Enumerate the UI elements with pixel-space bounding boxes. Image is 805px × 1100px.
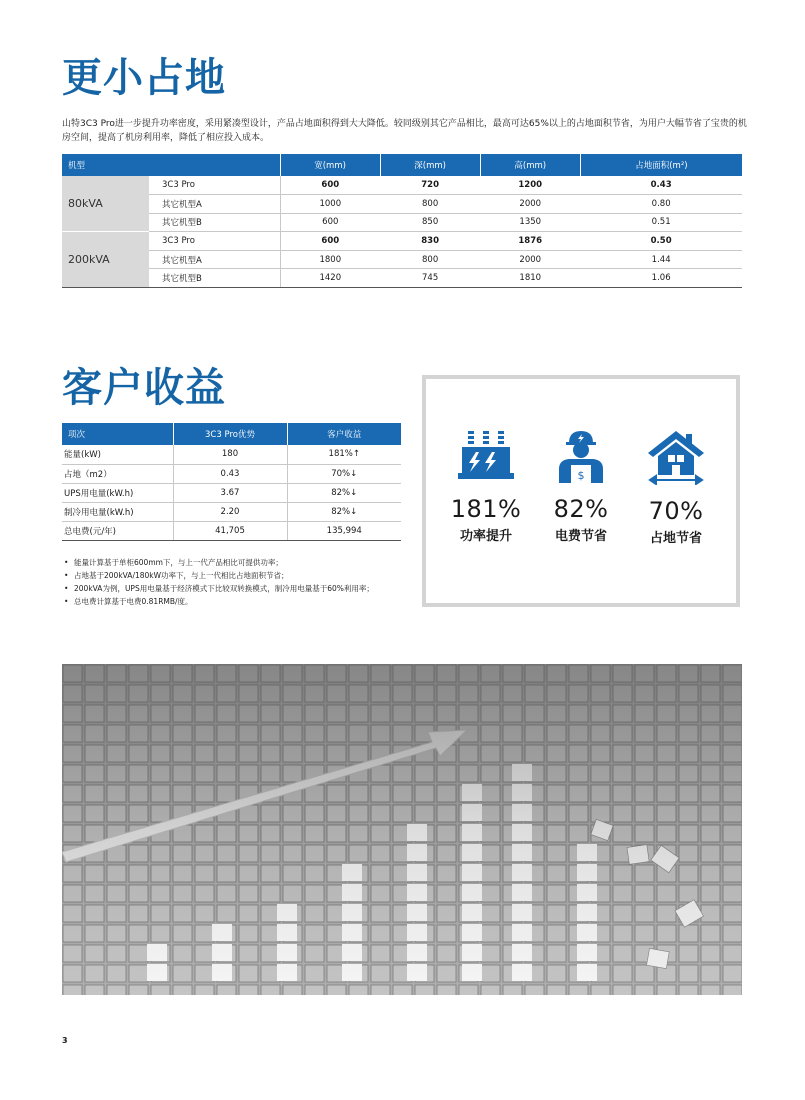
depth-value: 800 — [380, 195, 480, 214]
area-value: 0.50 — [580, 232, 742, 251]
area-value: 0.43 — [580, 176, 742, 195]
dimension-table — [62, 154, 742, 288]
benefit-value: 82%↓ — [287, 503, 401, 522]
area-value: 1.06 — [580, 269, 742, 288]
col-header-advantage: 3C3 Pro优势 — [173, 423, 287, 445]
footnote-item: • 200kVA为例，UPS用电量基于经济模式下比较双转换模式，制冷用电量基于60%利用率； — [64, 583, 404, 594]
benefit-value: 70%↓ — [287, 464, 401, 483]
height-value: 1876 — [480, 232, 580, 251]
area-value: 1.44 — [580, 250, 742, 269]
kpi-value: 70% — [648, 497, 704, 525]
footnote-item: • 能量计算基于单柜600mm下，与上一代产品相比可提供功率； — [64, 557, 404, 568]
table-row — [62, 503, 401, 522]
model-name: 其它机型A — [149, 195, 280, 214]
kpi-panel — [422, 375, 740, 607]
width-value: 600 — [280, 232, 380, 251]
table-row — [62, 269, 742, 288]
intro-paragraph: 山特3C3 Pro进一步提升功率密度，采用紧凑型设计，产品占地面积得到大大降低。较同级别其它产品相比，最高可达65%以上的占地面积节省，为用户大幅节省了宝贵的机房空间，提高了机房利用率，降低了相应投入成本。 — [62, 119, 747, 143]
kpi-power — [436, 429, 536, 544]
group-label-200kva: 200kVA — [62, 232, 149, 288]
col-header-item: 项次 — [62, 423, 173, 445]
height-value: 1350 — [480, 213, 580, 232]
page-number: 3 — [62, 1036, 68, 1045]
width-value: 1800 — [280, 250, 380, 269]
table-header-row — [62, 154, 742, 176]
item-label: 总电费(元/年) — [62, 522, 173, 541]
advantage-value: 41,705 — [173, 522, 287, 541]
width-value: 600 — [280, 176, 380, 195]
advantage-value: 2.20 — [173, 503, 287, 522]
model-name: 3C3 Pro — [149, 232, 280, 251]
table-row — [62, 195, 742, 214]
footnote-item: • 总电费计算基于电费0.81RMB/度。 — [64, 596, 404, 607]
depth-value: 720 — [380, 176, 480, 195]
section-title-customer-benefit: 客户收益 — [62, 365, 226, 411]
kpi-label: 电费节省 — [554, 529, 607, 544]
height-value: 1200 — [480, 176, 580, 195]
engineer-cost-icon — [553, 429, 609, 483]
growth-grid-photo — [62, 664, 742, 995]
height-value: 2000 — [480, 195, 580, 214]
depth-value: 850 — [380, 213, 480, 232]
depth-value: 745 — [380, 269, 480, 288]
table-row — [62, 176, 742, 195]
model-name: 其它机型A — [149, 250, 280, 269]
width-value: 1000 — [280, 195, 380, 214]
benefit-table — [62, 423, 401, 541]
table-header-row — [62, 423, 401, 445]
table-row — [62, 232, 742, 251]
section-title-footprint: 更小占地 — [62, 55, 226, 101]
kpi-cost — [531, 429, 631, 544]
kpi-footprint — [626, 429, 726, 546]
depth-value: 830 — [380, 232, 480, 251]
advantage-value: 0.43 — [173, 464, 287, 483]
table-row — [62, 483, 401, 502]
kpi-label: 占地节省 — [649, 531, 702, 546]
footnote-item: • 占地基于200kVA/180kW功率下，与上一代相比占地面积节省； — [64, 570, 404, 581]
height-value: 2000 — [480, 250, 580, 269]
width-value: 600 — [280, 213, 380, 232]
advantage-value: 180 — [173, 445, 287, 464]
col-header-depth: 深(mm) — [380, 154, 480, 176]
model-name: 3C3 Pro — [149, 176, 280, 195]
benefit-value: 181%↑ — [287, 445, 401, 464]
growth-chart-illustration — [62, 664, 742, 995]
depth-value: 800 — [380, 250, 480, 269]
height-value: 1810 — [480, 269, 580, 288]
item-label: 制冷用电量(kW.h) — [62, 503, 173, 522]
item-label: 能量(kW) — [62, 445, 173, 464]
col-header-model: 机型 — [62, 154, 280, 176]
footnote-list — [64, 557, 404, 609]
width-value: 1420 — [280, 269, 380, 288]
area-value: 0.51 — [580, 213, 742, 232]
group-label-80kva: 80kVA — [62, 176, 149, 232]
table-row — [62, 445, 401, 464]
model-name: 其它机型B — [149, 269, 280, 288]
table-row — [62, 213, 742, 232]
benefit-value: 135,994 — [287, 522, 401, 541]
kpi-value: 181% — [450, 495, 522, 523]
advantage-value: 3.67 — [173, 483, 287, 502]
col-header-benefit: 客户收益 — [287, 423, 401, 445]
power-transformer-icon — [458, 429, 514, 483]
area-value: 0.80 — [580, 195, 742, 214]
col-header-width: 宽(mm) — [280, 154, 380, 176]
col-header-area: 占地面积(m²) — [580, 154, 742, 176]
kpi-label: 功率提升 — [459, 529, 512, 544]
kpi-value: 82% — [553, 495, 609, 523]
benefit-value: 82%↓ — [287, 483, 401, 502]
item-label: UPS用电量(kW.h) — [62, 483, 173, 502]
table-row — [62, 522, 401, 541]
table-row — [62, 250, 742, 269]
item-label: 占地（m2） — [62, 464, 173, 483]
col-header-height: 高(mm) — [480, 154, 580, 176]
house-footprint-icon — [646, 429, 706, 485]
table-row — [62, 464, 401, 483]
svg-text:$: $ — [577, 469, 585, 482]
model-name: 其它机型B — [149, 213, 280, 232]
